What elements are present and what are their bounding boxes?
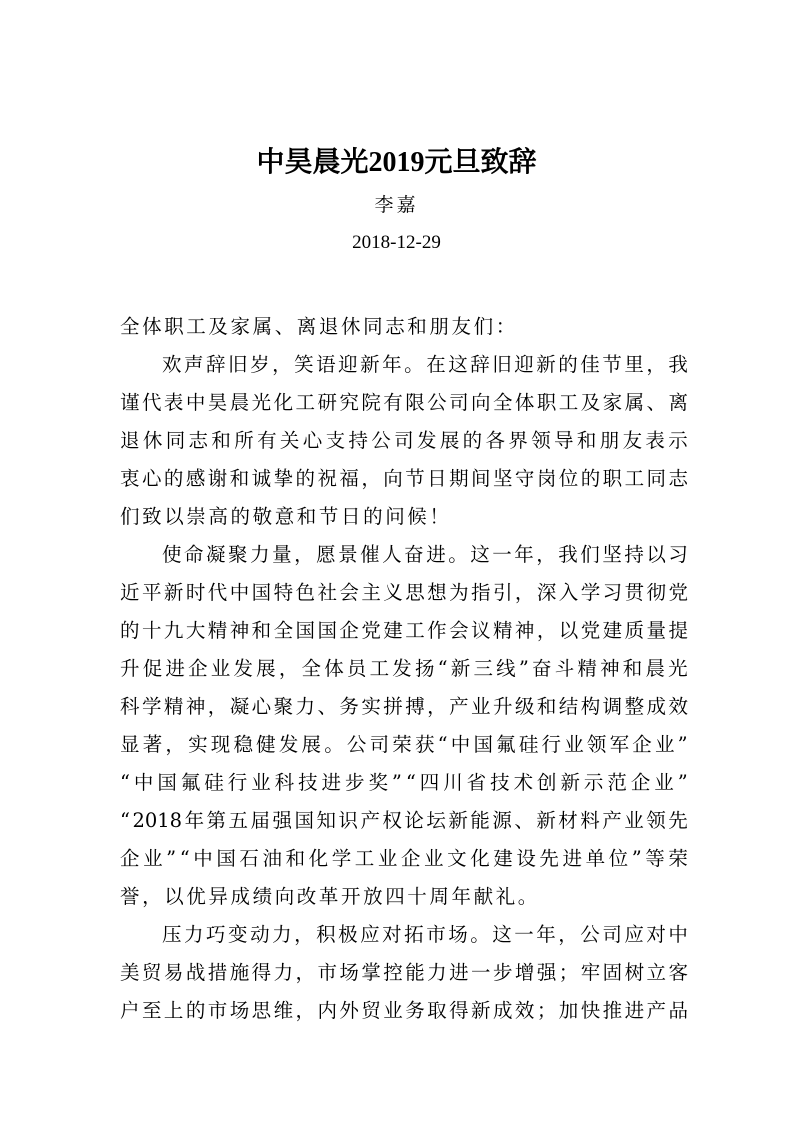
text-line: 户 至 上 的 市 场 思 维 ， 内 外 贸 业 务 取 得 新 成 效 ； 加 快 推 进 产 品 [120, 999, 688, 1022]
text-line: 近 平 新 时 代 中 国 特 色 社 会 主 义 思 想 为 指 引 ， 深 入 学 习 贯 彻 党 [120, 581, 688, 604]
document-body [120, 313, 688, 1035]
text-line: 誉，以优异成绩向改革开放四十周年献礼。 [120, 885, 540, 908]
text-line: “ 中 国 氟 硅 行 业 科 技 进 步 奖 ” “ 四 川 省 技 术 创 新 示 范 企 业 ” [120, 771, 688, 794]
text-line: “ 2018 年 第 五 届 强 国 知 识 产 权 论 坛 新 能 源 、 新 材 料 产 业 领 先 [120, 809, 688, 832]
text-line: 衷 心 的 感 谢 和 诚 挚 的 祝 福 ， 向 节 日 期 间 坚 守 岗 位 的 职 工 同 志 [120, 467, 688, 490]
text-line: 使 命 凝 聚 力 量 ， 愿 景 催 人 奋 进 。 这 一 年 ， 我 们 坚 持 以 习 [162, 543, 688, 566]
text-line: 全体职工及家属、离退休同志和朋友们： [120, 315, 518, 338]
text-line: 升 促 进 企 业 发 展 ， 全 体 员 工 发 扬 “ 新 三 线 ” 奋 斗 精 神 和 晨 光 [120, 657, 688, 680]
text-line: 美 贸 易 战 措 施 得 力 ， 市 场 掌 控 能 力 进 一 步 增 强 ； 牢 固 树 立 客 [120, 961, 688, 984]
text-line: 显 著 ， 实 现 稳 健 发 展 。 公 司 荣 获 “ 中 国 氟 硅 行 业 领 军 企 业 ” [120, 733, 688, 756]
text-line: 谨 代 表 中 昊 晨 光 化 工 研 究 院 有 限 公 司 向 全 体 职 工 及 家 属 、 离 [120, 391, 688, 414]
text-line: 压 力 巧 变 动 力 ， 积 极 应 对 拓 市 场 。 这 一 年 ， 公 司 应 对 中 [162, 923, 688, 946]
text-line: 的 十 九 大 精 神 和 全 国 国 企 党 建 工 作 会 议 精 神 ， 以 党 建 质 量 提 [120, 619, 688, 642]
text-line: 企 业 ” “ 中 国 石 油 和 化 学 工 业 企 业 文 化 建 设 先 进 单 位 ” 等 荣 [120, 847, 688, 870]
document-author: 李嘉 [374, 194, 419, 216]
text-line: 退 休 同 志 和 所 有 关 心 支 持 公 司 发 展 的 各 界 领 导 和 朋 友 表 示 [120, 429, 688, 452]
document-title: 中昊晨光2019元旦致辞 [256, 147, 537, 178]
text-line: 科 学 精 神 ， 凝 心 聚 力 、 务 实 拼 搏 ， 产 业 升 级 和 结 构 调 整 成 效 [120, 695, 688, 718]
text-line: 们致以崇高的敬意和节日的问候！ [120, 505, 452, 528]
document-date: 2018-12-29 [352, 232, 441, 253]
text-line: 欢 声 辞 旧 岁 ， 笑 语 迎 新 年 。 在 这 辞 旧 迎 新 的 佳 节 里 ， 我 [162, 353, 688, 376]
